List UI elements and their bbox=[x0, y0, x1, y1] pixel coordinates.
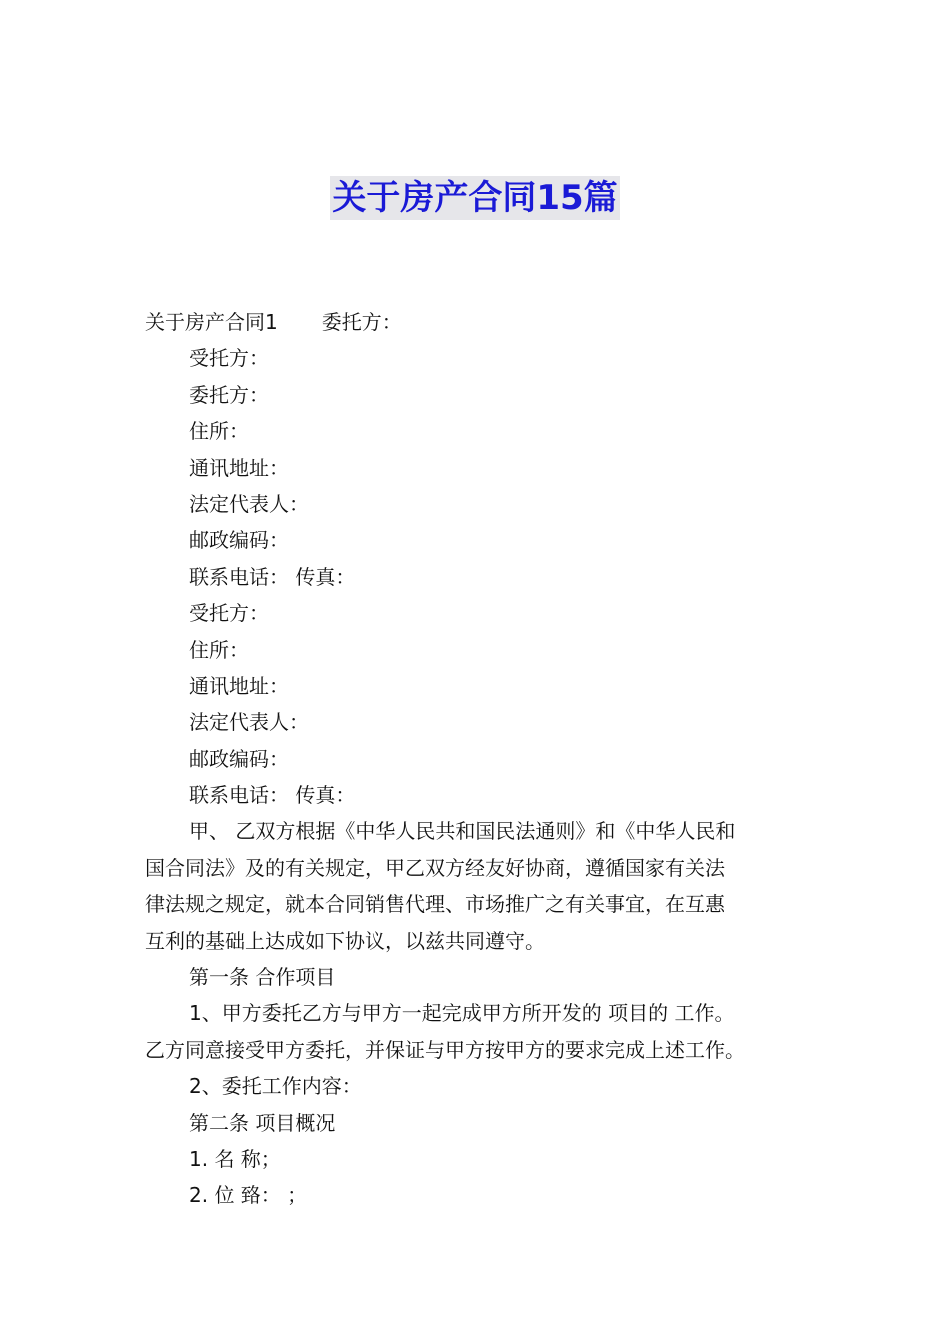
field-line: 住所： bbox=[189, 419, 249, 444]
document-title: 关于房产合同15篇 bbox=[332, 178, 618, 218]
field-line: 受托方： bbox=[189, 346, 269, 371]
field-line: 受托方： bbox=[189, 601, 269, 626]
paragraph-line: 1、甲方委托乙方与甲方一起完成甲方所开发的 项目的 工作。 bbox=[189, 1001, 735, 1026]
field-line: 住所： bbox=[189, 637, 249, 662]
client-party-label: 委托方： bbox=[321, 310, 402, 334]
paragraph-line: 甲、 乙双方根据《中华人民共和国民法通则》和《中华人民和 bbox=[189, 819, 736, 844]
field-line: 邮政编码： bbox=[189, 528, 289, 553]
field-line: 通讯地址： bbox=[189, 455, 289, 480]
field-line: 法定代表人： bbox=[189, 710, 309, 735]
field-line: 法定代表人： bbox=[189, 491, 309, 516]
field-line: 委托方： bbox=[189, 382, 269, 407]
field-line: 邮政编码： bbox=[189, 746, 289, 771]
field-line: 联系电话： 传真： bbox=[189, 564, 356, 589]
title-container bbox=[0, 176, 950, 220]
list-item: 2. 位 臵： ； bbox=[189, 1183, 308, 1208]
paragraph-line: 国合同法》及的有关规定，甲乙双方经友好协商，遵循国家有关法 bbox=[145, 855, 725, 880]
list-item: 1. 名 称； bbox=[189, 1146, 281, 1171]
paragraph-line: 律法规之规定，就本合同销售代理、市场推广之有关事宜，在互惠 bbox=[145, 892, 725, 917]
paragraph-line: 乙方同意接受甲方委托，并保证与甲方按甲方的要求完成上述工作。 bbox=[145, 1037, 745, 1062]
field-line: 通讯地址： bbox=[189, 673, 289, 698]
list-item: 2、委托工作内容： bbox=[189, 1074, 362, 1099]
field-line: 联系电话： 传真： bbox=[189, 783, 356, 808]
section-heading: 关于房产合同1 bbox=[145, 310, 278, 334]
document-body bbox=[145, 304, 810, 1214]
first-line bbox=[145, 304, 810, 340]
article-heading: 第一条 合作项目 bbox=[189, 965, 336, 990]
paragraph-line: 互利的基础上达成如下协议，以兹共同遵守。 bbox=[145, 928, 545, 953]
article-heading: 第二条 项目概况 bbox=[189, 1110, 336, 1135]
